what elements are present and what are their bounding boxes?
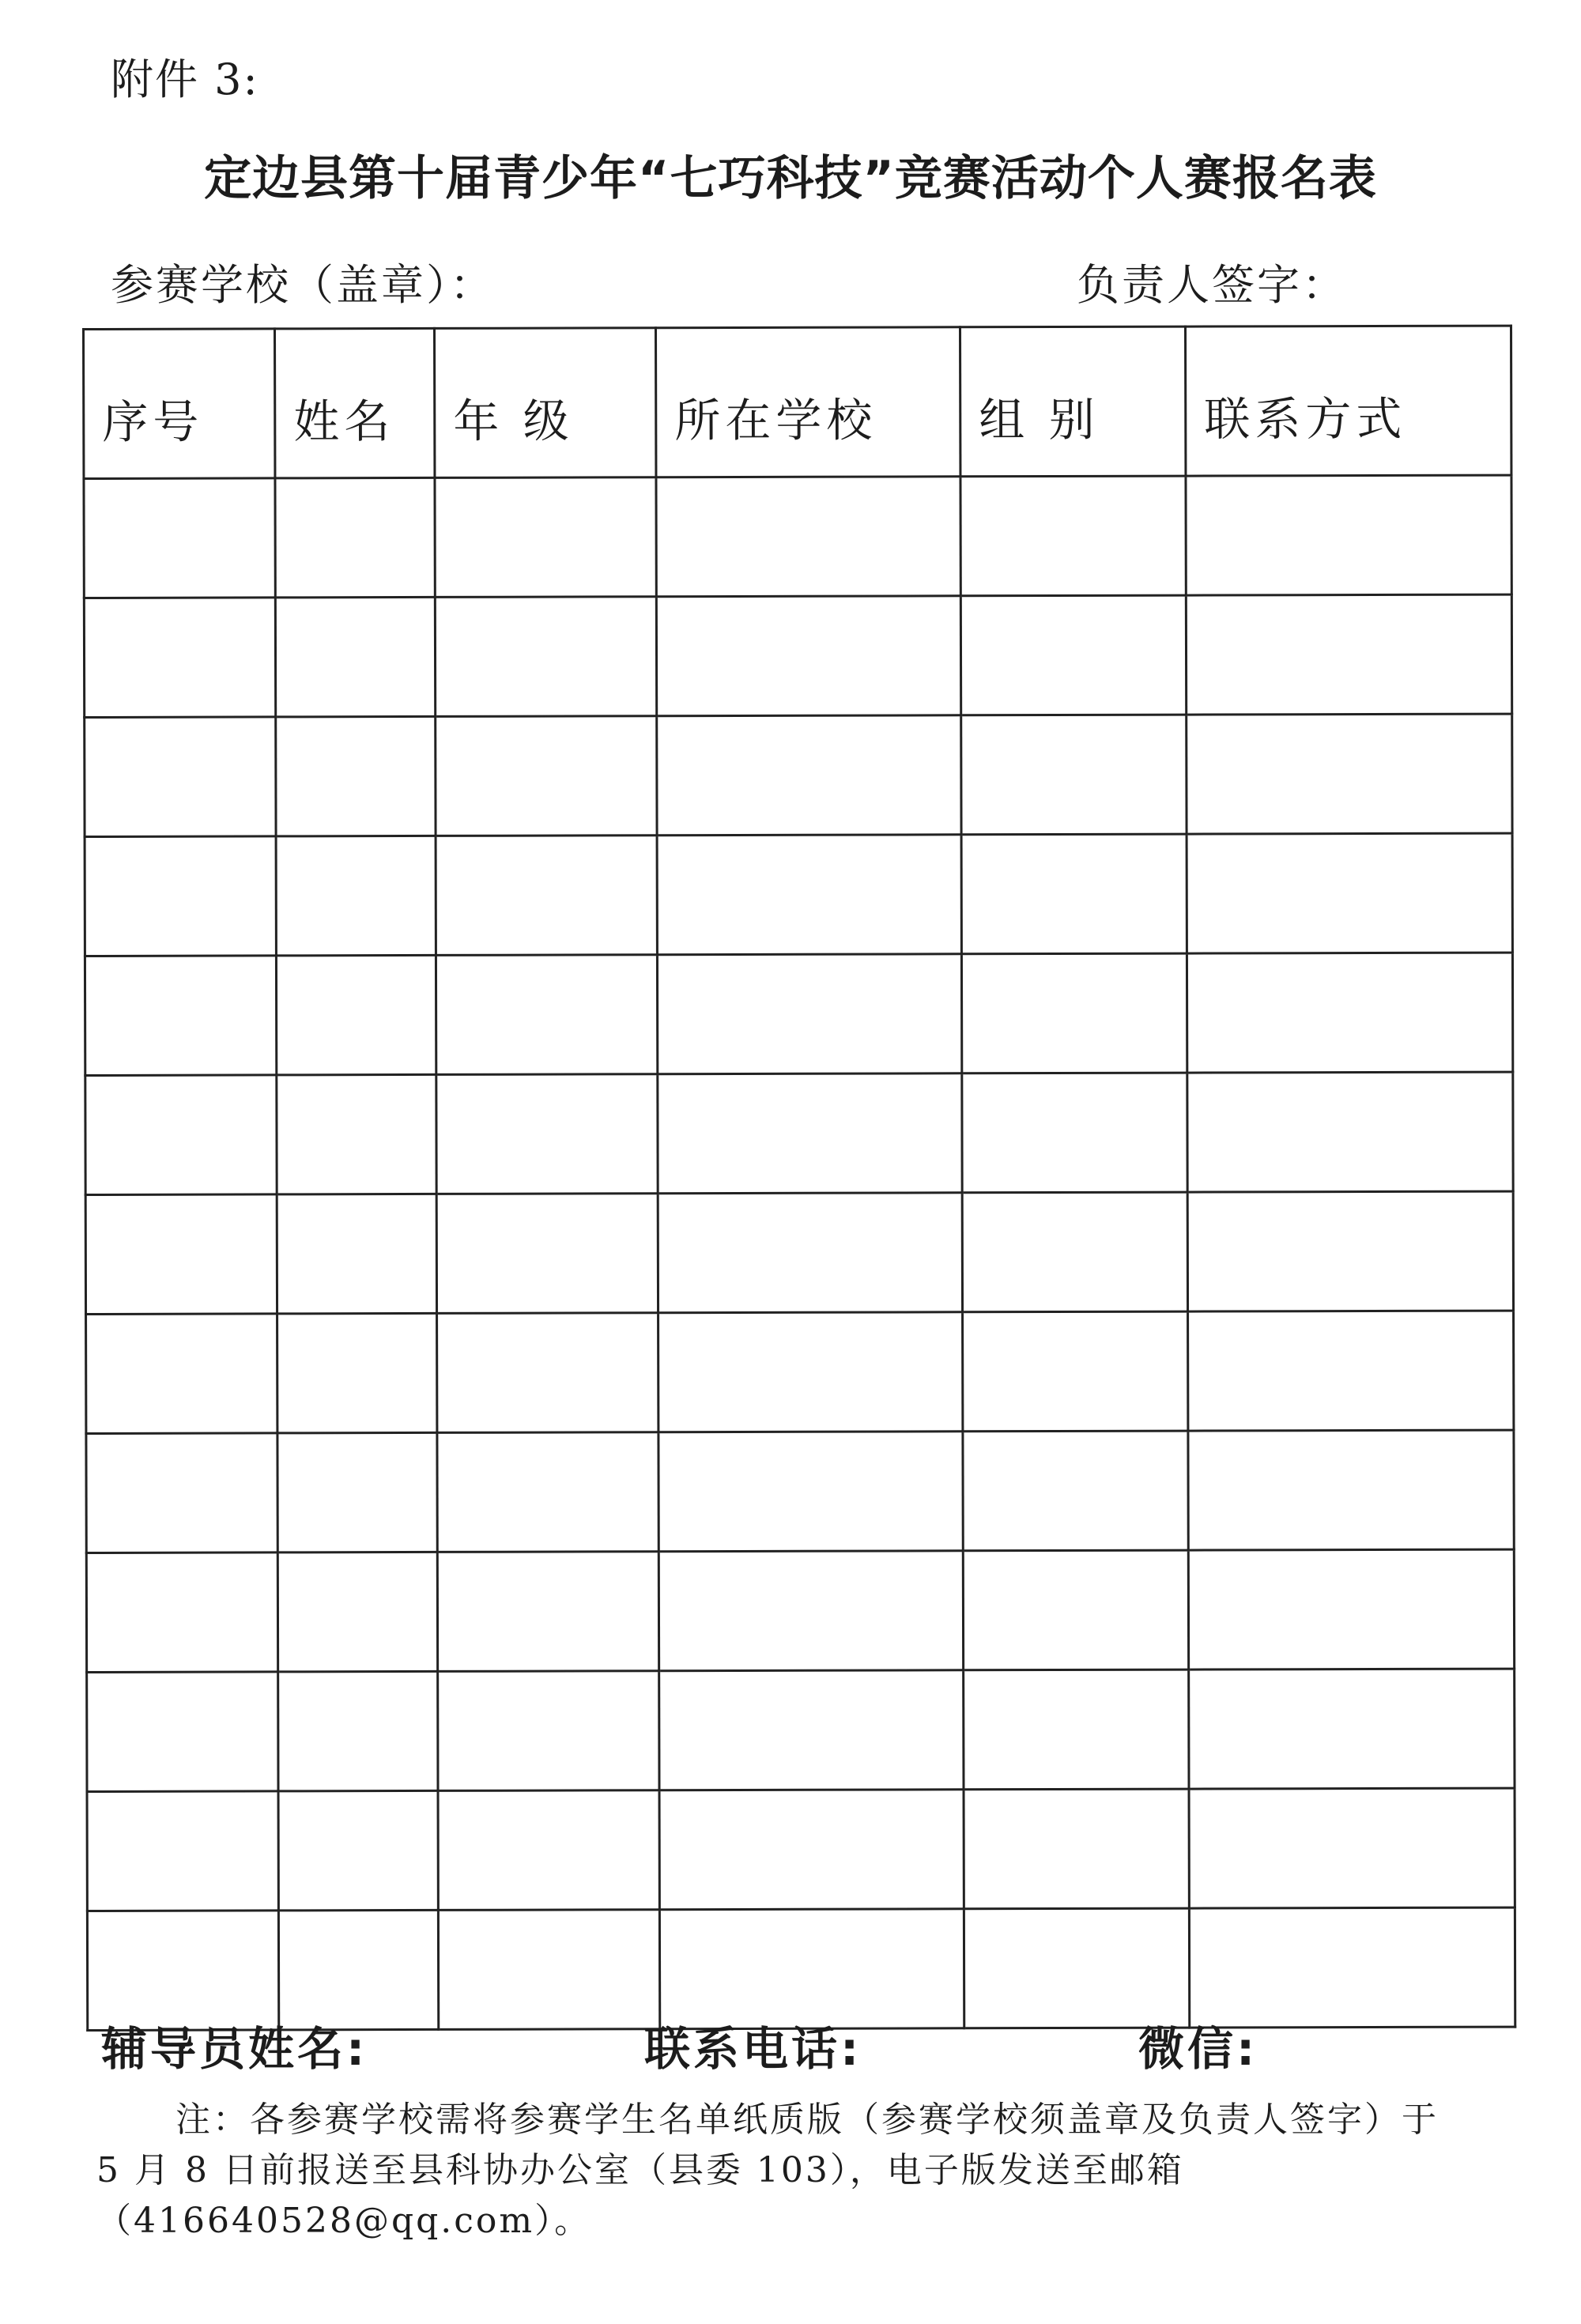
column-header-school: 所在学校	[656, 327, 960, 477]
table-cell	[278, 1671, 438, 1790]
table-cell	[657, 954, 961, 1074]
table-cell	[85, 1194, 277, 1315]
table-cell	[656, 596, 960, 716]
table-cell	[658, 1432, 963, 1552]
table-header-row	[84, 326, 1511, 478]
table-cell	[437, 1313, 658, 1433]
table-cell	[960, 595, 1186, 715]
table-cell	[963, 1311, 1188, 1432]
table-cell	[275, 477, 435, 597]
table-cell	[1189, 1669, 1515, 1789]
table-cell	[962, 1073, 1187, 1193]
table-row	[84, 475, 1511, 598]
table-cell	[85, 717, 276, 837]
table-cell	[84, 598, 275, 718]
table-row	[87, 1669, 1515, 1791]
table-cell	[86, 1314, 277, 1434]
table-cell	[1187, 1191, 1513, 1311]
registration-table	[82, 325, 1516, 2032]
table-cell	[658, 1073, 962, 1194]
table-cell	[1189, 1788, 1515, 1908]
table-row	[87, 1788, 1515, 1911]
table-cell	[659, 1670, 964, 1790]
table-cell	[961, 834, 1187, 954]
table-cell	[963, 1550, 1188, 1670]
table-cell	[963, 1431, 1188, 1551]
table-cell	[437, 1552, 658, 1672]
table-cell	[658, 1193, 962, 1313]
table-cell	[964, 1908, 1189, 2028]
table-cell	[962, 1192, 1187, 1312]
column-header-contact: 联系方式	[1185, 326, 1511, 476]
column-header-number: 序号	[84, 329, 275, 479]
table-cell	[1189, 1907, 1515, 2028]
table-cell	[278, 1790, 438, 1910]
table-cell	[277, 1432, 437, 1552]
table-cell	[1187, 714, 1512, 834]
table-row	[85, 833, 1512, 956]
table-cell	[961, 715, 1187, 835]
table-cell	[87, 1672, 278, 1792]
table-cell	[436, 955, 657, 1075]
table-cell	[656, 477, 960, 597]
table-cell	[438, 1910, 659, 2030]
table-cell	[657, 835, 961, 955]
tutor-name-label: 辅导员姓名:	[101, 2022, 368, 2076]
table-row	[85, 1072, 1513, 1194]
table-cell	[1187, 1072, 1513, 1192]
table-cell	[435, 597, 656, 717]
column-header-name: 姓名	[275, 328, 435, 477]
table-cell	[438, 1790, 659, 1911]
table-row	[86, 1549, 1514, 1672]
wechat-label: 微信:	[1138, 2022, 1258, 2076]
table-cell	[436, 836, 657, 956]
table-cell	[657, 715, 961, 836]
table-cell	[86, 1433, 277, 1553]
table-row	[85, 714, 1512, 836]
table-cell	[436, 1074, 658, 1194]
table-cell	[658, 1551, 963, 1671]
table-cell	[1188, 1430, 1514, 1550]
table-cell	[277, 1074, 436, 1194]
table-cell	[1187, 833, 1512, 953]
table-cell	[85, 1075, 277, 1195]
table-cell	[85, 836, 276, 956]
submission-note: 注：各参赛学校需将参赛学生名单纸质版（参赛学校须盖章及负责人签字）于 5 月 8 日前报送至县科协办公室（县委 103），电子版发送至邮箱（416640528@qq.com）。	[96, 2100, 1439, 2241]
table-cell	[435, 477, 656, 598]
table-cell	[436, 716, 657, 836]
table-cell	[84, 478, 275, 598]
table-cell	[659, 1790, 964, 1910]
table-cell	[437, 1432, 658, 1552]
table-row	[86, 1430, 1514, 1552]
table-cell	[961, 953, 1187, 1073]
phone-label: 联系电话:	[644, 2022, 862, 2076]
table-cell	[276, 716, 436, 836]
table-cell	[277, 1313, 437, 1432]
table-cell	[1187, 953, 1512, 1073]
form-title: 定边县第十届青少年“七巧科技”竞赛活动个人赛报名表	[204, 151, 1377, 206]
table-cell	[659, 1909, 964, 2029]
table-cell	[658, 1312, 963, 1432]
table-cell	[277, 1552, 437, 1671]
responsible-signature-label: 负责人签字：	[1077, 260, 1347, 310]
table-cell	[275, 597, 435, 716]
table-cell	[1186, 594, 1511, 715]
table-cell	[438, 1671, 659, 1791]
table-cell	[87, 1791, 278, 1911]
table-cell	[1186, 475, 1511, 595]
attachment-label: 附件 3:	[111, 55, 259, 104]
column-header-group: 组 别	[960, 326, 1186, 477]
table-cell	[436, 1194, 658, 1314]
table-cell	[276, 955, 436, 1074]
table-cell	[964, 1669, 1189, 1790]
table-cell	[276, 836, 436, 955]
table-row	[86, 1311, 1514, 1433]
table-cell	[86, 1552, 277, 1673]
table-cell	[85, 956, 276, 1076]
table-row	[85, 953, 1512, 1075]
column-header-grade: 年 级	[435, 328, 656, 478]
table-row	[84, 594, 1511, 717]
table-body	[84, 475, 1515, 2030]
school-stamp-label: 参赛学校（盖章）：	[111, 260, 495, 310]
table-cell	[960, 476, 1186, 596]
table-cell	[964, 1789, 1189, 1909]
table-row	[85, 1191, 1513, 1314]
table-cell	[1188, 1311, 1514, 1431]
table-cell	[277, 1194, 436, 1313]
table-cell	[1188, 1549, 1514, 1669]
